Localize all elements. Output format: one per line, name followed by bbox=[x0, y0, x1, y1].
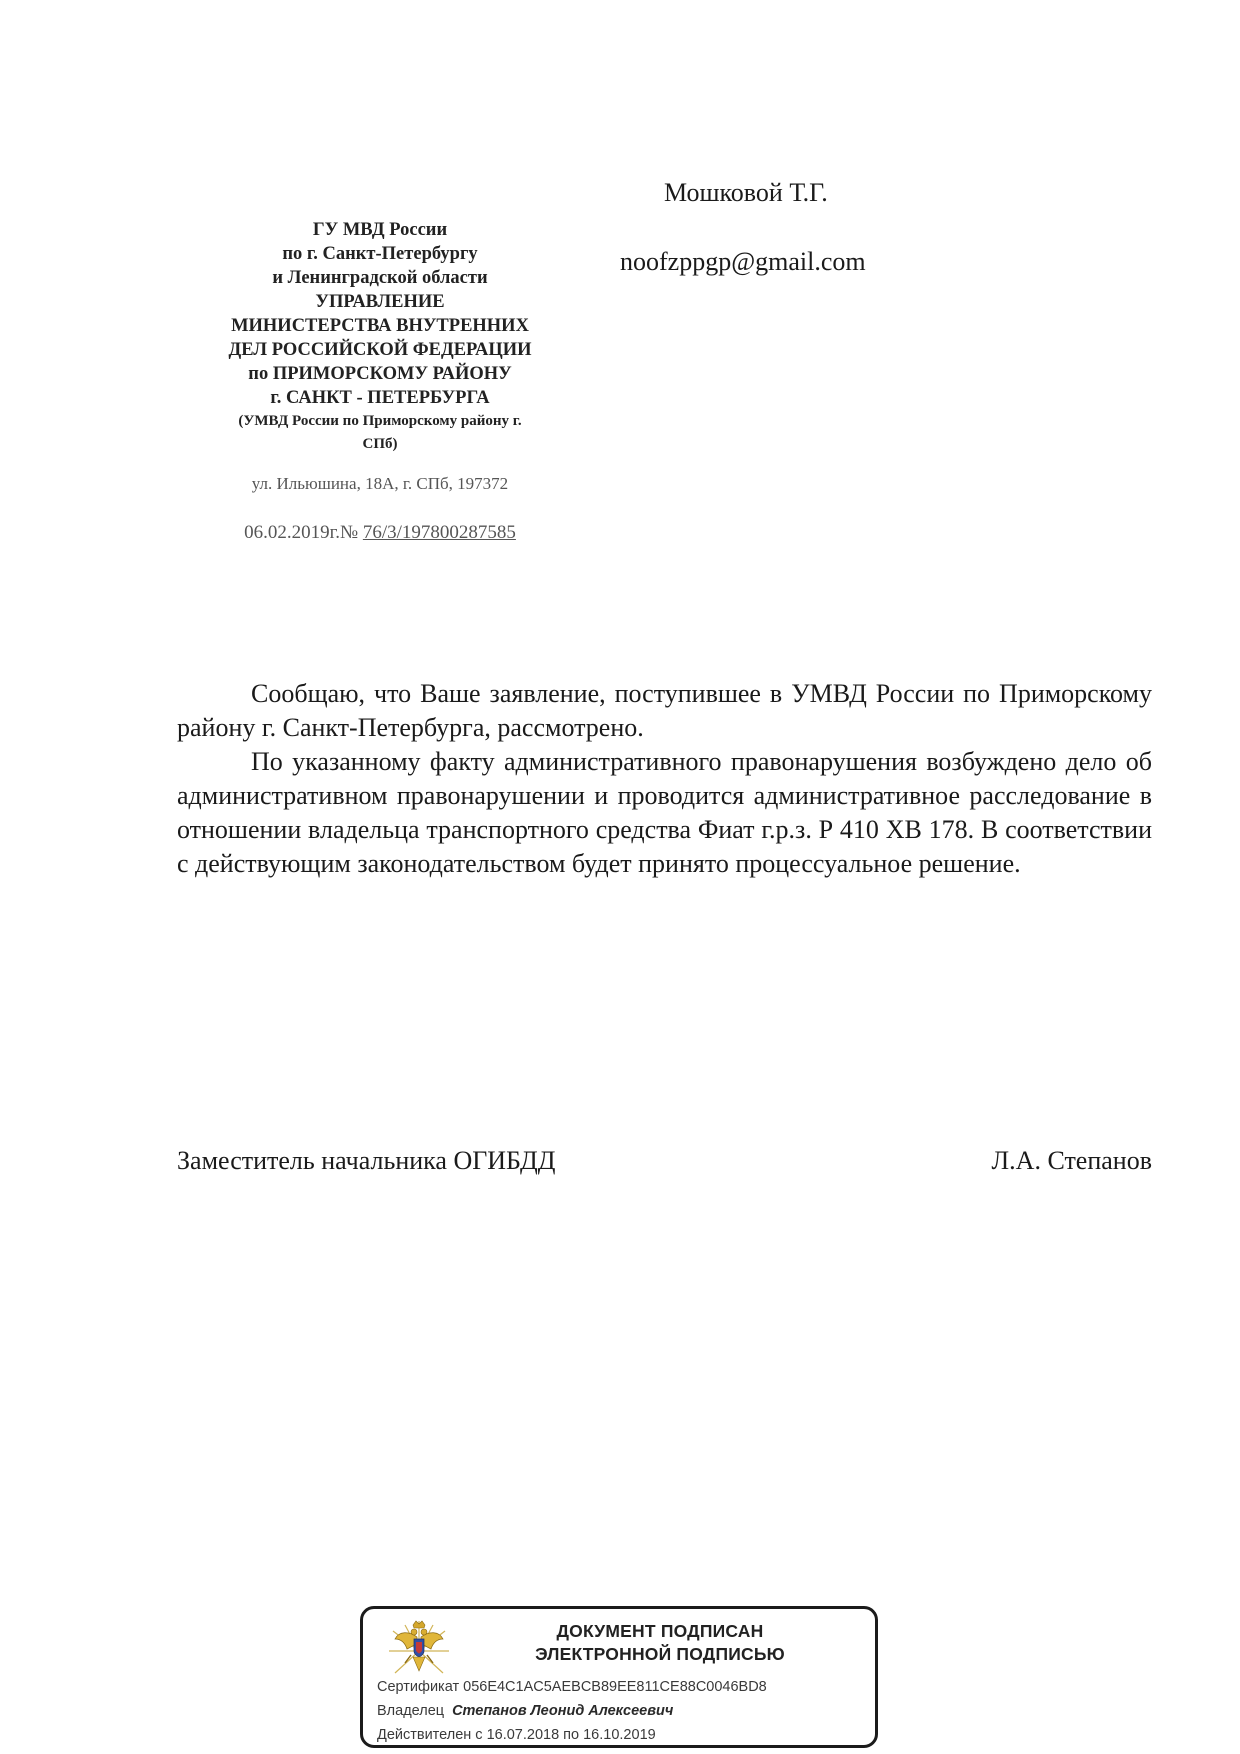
letterhead-line: МИНИСТЕРСТВА ВНУТРЕННИХ bbox=[231, 316, 529, 336]
stamp-header-line: ЭЛЕКТРОННОЙ ПОДПИСЬЮ bbox=[535, 1644, 785, 1664]
letterhead-abbreviation: СПб) bbox=[362, 436, 398, 452]
recipient-email: noofzppgp@gmail.com bbox=[620, 247, 866, 276]
letter-body bbox=[177, 677, 1152, 881]
body-paragraph: Сообщаю, что Ваше заявление, поступившее в УМВД России по Приморскому району г. Санкт-Петербурга, рассмотрено. bbox=[177, 679, 1152, 742]
stamp-header-line: ДОКУМЕНТ ПОДПИСАН bbox=[556, 1621, 764, 1641]
body-paragraph: По указанному факту административного правонарушения возбуждено дело об административном правонарушении и проводится административное расследование в отношении владельца транспортного средства Фиат г.р.з. Р 410 ХВ 178. В соответствии с действующим законодательством будет принято процессуальное решение. bbox=[177, 747, 1152, 878]
letterhead-abbreviation: (УМВД России по Приморскому району г. bbox=[238, 413, 522, 429]
stamp-owner-row bbox=[377, 1703, 673, 1719]
registration-line bbox=[196, 522, 564, 544]
registration-number: 76/3/197800287585 bbox=[362, 522, 516, 543]
letterhead-line: УПРАВЛЕНИЕ bbox=[315, 292, 445, 312]
letterhead-line: ГУ МВД России bbox=[312, 220, 448, 240]
letterhead-line: по ПРИМОРСКОМУ РАЙОНУ bbox=[248, 364, 512, 384]
stamp-certificate: Сертификат 056E4C1AC5AEBCB89EE811CE88C0046BD8 bbox=[377, 1679, 767, 1695]
mvd-eagle-emblem-icon bbox=[387, 1617, 451, 1683]
letterhead-line: по г. Санкт-Петербургу bbox=[282, 244, 478, 264]
recipient-name: Мошковой Т.Г. bbox=[664, 178, 828, 207]
stamp-header bbox=[455, 1620, 865, 1666]
letterhead-line: г. САНКТ - ПЕТЕРБУРГА bbox=[270, 388, 490, 408]
letterhead-line: и Ленинградской области bbox=[272, 268, 488, 288]
sender-address: ул. Ильюшина, 18А, г. СПб, 197372 bbox=[251, 474, 509, 493]
registration-number-prefix: № bbox=[339, 522, 363, 543]
e-signature-stamp bbox=[360, 1606, 878, 1748]
signatory-title: Заместитель начальника ОГИБДД bbox=[177, 1146, 556, 1175]
stamp-owner-name: Степанов Леонид Алексеевич bbox=[452, 1703, 674, 1719]
letterhead-line: ДЕЛ РОССИЙСКОЙ ФЕДЕРАЦИИ bbox=[228, 340, 532, 360]
letterhead bbox=[196, 218, 564, 456]
stamp-owner-label: Владелец bbox=[377, 1703, 445, 1719]
registration-date: 06.02.2019г. bbox=[244, 522, 340, 543]
signatory-name: Л.А. Степанов bbox=[991, 1146, 1152, 1175]
stamp-validity: Действителен с 16.07.2018 по 16.10.2019 bbox=[377, 1727, 656, 1743]
